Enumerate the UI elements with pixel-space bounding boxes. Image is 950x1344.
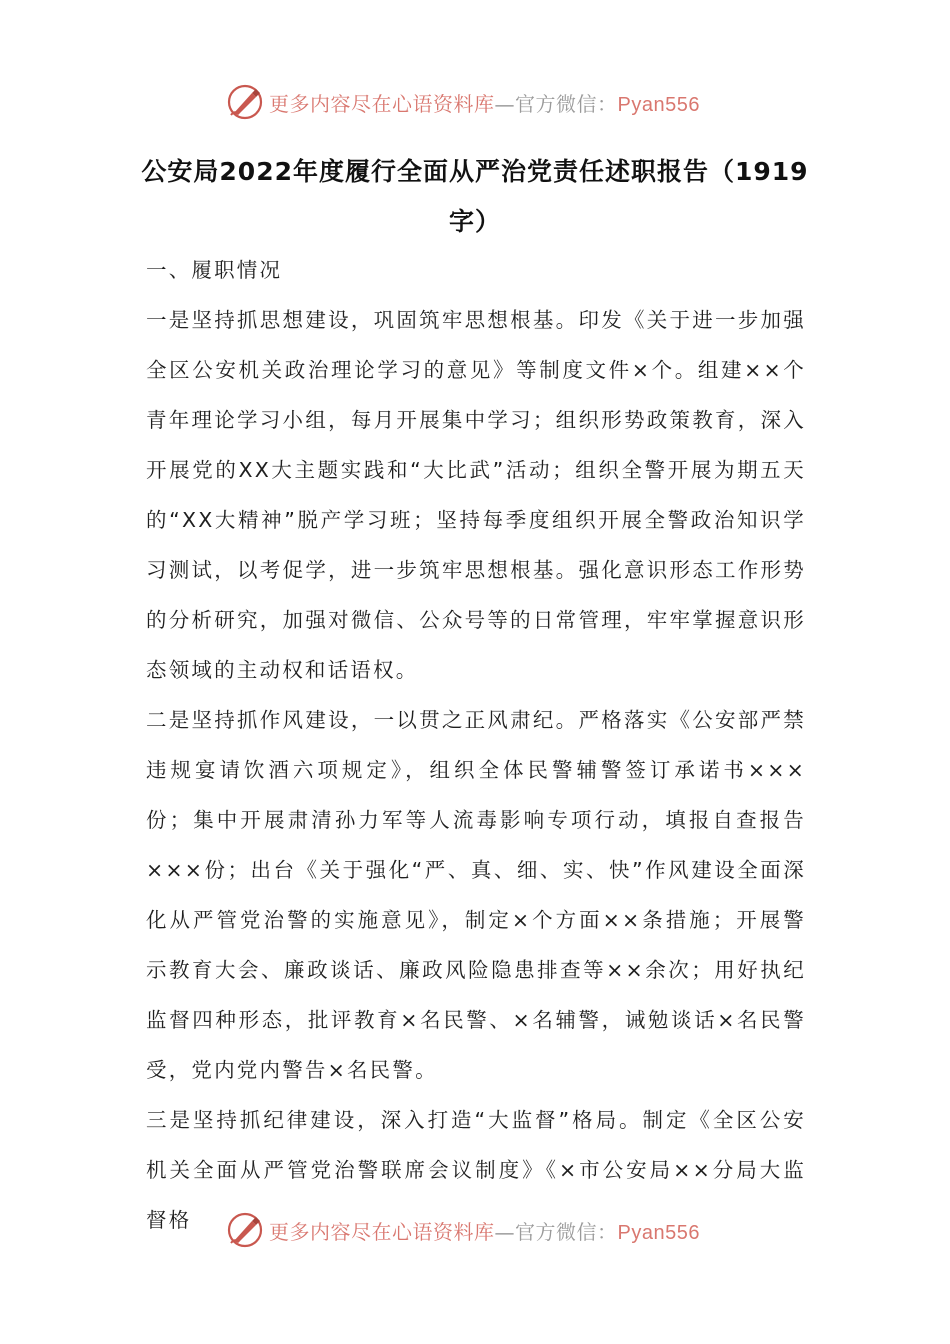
watermark-text: 更多内容尽在心语资料库—官方微信：Pyan556 xyxy=(269,91,700,116)
pen-nib-logo-icon xyxy=(225,82,265,122)
document-title: 公安局2022年度履行全面从严治党责任述职报告（1919字） xyxy=(141,157,809,236)
paragraph-workstyle: 二是坚持抓作风建设，一以贯之正风肃纪。严格落实《公安部严禁违规宴请饮酒六项规定》，组织全体民警辅警签订承诺书×××份；集中开展肃清孙力军等人流毒影响专项行动，填报自查报告×××份；出台《关于强化“严、真、细、实、快”作风建设全面深化从严管党治警的实施意见》，制定×个方面××条措施；开展警示教育大会、廉政谈话、廉政风险隐患排查等××余次；用好执纪监督四种形态，批评教育×名民警、×名辅警，诫勉谈话×名民警受，党内党内警告×名民警。 xyxy=(146,708,806,1082)
watermark-text: 更多内容尽在心语资料库—官方微信：Pyan556 xyxy=(269,1219,700,1244)
section-heading: 一、履职情况 xyxy=(146,258,283,282)
watermark-banner-bottom xyxy=(225,1208,745,1252)
paragraph-ideology: 一是坚持抓思想建设，巩固筑牢思想根基。印发《关于进一步加强全区公安机关政治理论学习的意见》等制度文件×个。组建××个青年理论学习小组，每月开展集中学习；组织形势政策教育，深入开展党的XX大主题实践和“大比武”活动；组织全警开展为期五天的“XX大精神”脱产学习班；坚持每季度组织开展全警政治知识学习测试，以考促学，进一步筑牢思想根基。强化意识形态工作形势的分析研究，加强对微信、公众号等的日常管理，牢牢掌握意识形态领域的主动权和话语权。 xyxy=(146,308,806,682)
watermark-banner-top xyxy=(225,80,745,124)
paragraph-discipline: 三是坚持抓纪律建设，深入打造“大监督”格局。制定《全区公安机关全面从严管党治警联席会议制度》《×市公安局××分局大监督格 xyxy=(146,1108,806,1232)
document-body xyxy=(146,245,806,1245)
pen-nib-logo-icon xyxy=(225,1210,265,1250)
